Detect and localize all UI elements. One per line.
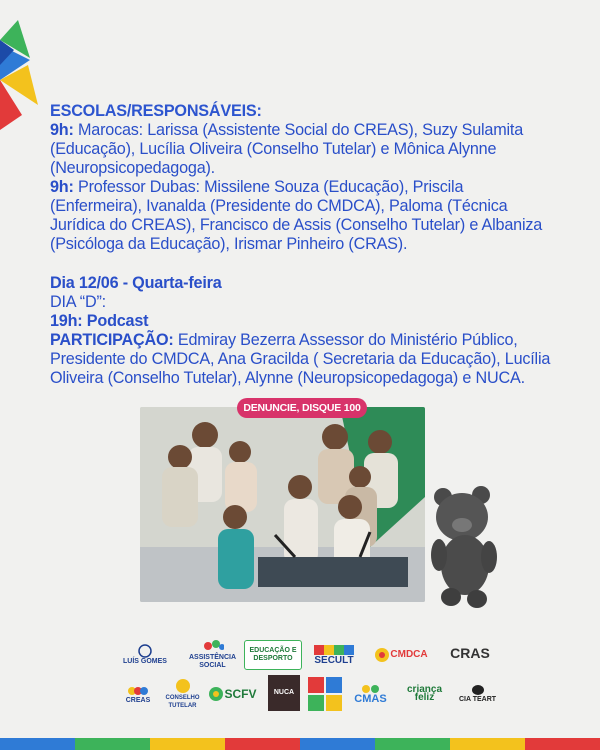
- logo-label: CRAS: [450, 645, 490, 661]
- participation-label: PARTICIPAÇÃO:: [50, 331, 174, 349]
- schools-heading: ESCOLAS/RESPONSÁVEIS:: [50, 102, 262, 120]
- accessibility-logo: [305, 675, 345, 713]
- time-label: 9h:: [50, 121, 74, 139]
- cras-logo: [440, 638, 500, 668]
- nuca-logo: [268, 675, 300, 711]
- logo-label: CMAS: [354, 693, 387, 705]
- report-badge: DENUNCIE, DISQUE 100: [237, 398, 367, 418]
- logo-label: CREAS: [125, 697, 151, 704]
- educacao-logo: [244, 640, 302, 670]
- cia-teart-logo: [455, 677, 500, 711]
- logo-label: SECULT: [314, 654, 354, 666]
- crianca-feliz-logo: [397, 679, 452, 709]
- logo-label: criança feliz: [406, 684, 443, 703]
- logo-label: CIA TEART: [458, 696, 497, 703]
- schedule-item-dubas: [50, 178, 555, 254]
- logo-label: NUCA: [273, 689, 295, 696]
- day-name: DIA “D”:: [50, 293, 106, 311]
- item-text: Professor Dubas: Missilene Souza (Educação), Priscila (Enfermeira), Ivanalda (Presidente do CMDCA), Paloma (Técnica Jurídica do CREAS), Francisco de Assis (Conselho Tutelar) e Albaniza (Psicóloga da Educação), Irismar Pinheiro (CRAS).: [50, 178, 543, 253]
- event-time: 19h: Podcast: [50, 312, 149, 330]
- day-date: Dia 12/06 - Quarta-feira: [50, 274, 222, 292]
- secult-logo: [308, 640, 360, 670]
- logo-label: CONSELHO TUTELAR: [165, 695, 200, 709]
- scfv-logo: [205, 679, 260, 709]
- logo-label: EDUCAÇÃO E DESPORTO: [249, 647, 297, 662]
- assistencia-social-logo: [185, 638, 240, 670]
- creas-logo: [118, 677, 158, 713]
- item-text: Marocas: Larissa (Assistente Social do CREAS), Suzy Sulamita (Educação), Lucília Oliveira (Conselho Tutelar) e Mônica Alynne (Neuropsicopedagoga).: [50, 121, 524, 177]
- pinwheel-graphic: [0, 20, 40, 130]
- participation: [50, 331, 555, 388]
- logo-label: ASSISTÊNCIA SOCIAL: [188, 654, 237, 669]
- conselho-tutelar-logo: [160, 675, 205, 713]
- teddy-bear-graphic: [425, 485, 505, 610]
- color-stripe: [0, 738, 600, 750]
- logo-label: LUÍS GOMES: [123, 658, 167, 665]
- luis-gomes-logo: [115, 640, 175, 670]
- logo-label: CMDCA: [390, 649, 428, 660]
- podcast-photo: [140, 407, 425, 602]
- sponsor-logos: [0, 635, 600, 735]
- cmdca-logo: [366, 640, 436, 670]
- time-label: 9h:: [50, 178, 74, 196]
- participation-text: Edmiray Bezerra Assessor do Ministério Público, Presidente do CMDCA, Ana Gracilda ( Secretaria da Educação), Lucília Oliveira (Conselho Tutelar), Alynne (Neuropsicopedagoga) e NUCA.: [50, 331, 551, 387]
- schedule-item-marocas: [50, 121, 555, 178]
- cmas-logo: [348, 675, 393, 711]
- schedule-text: [50, 102, 555, 388]
- logo-label: SCFV: [224, 687, 257, 701]
